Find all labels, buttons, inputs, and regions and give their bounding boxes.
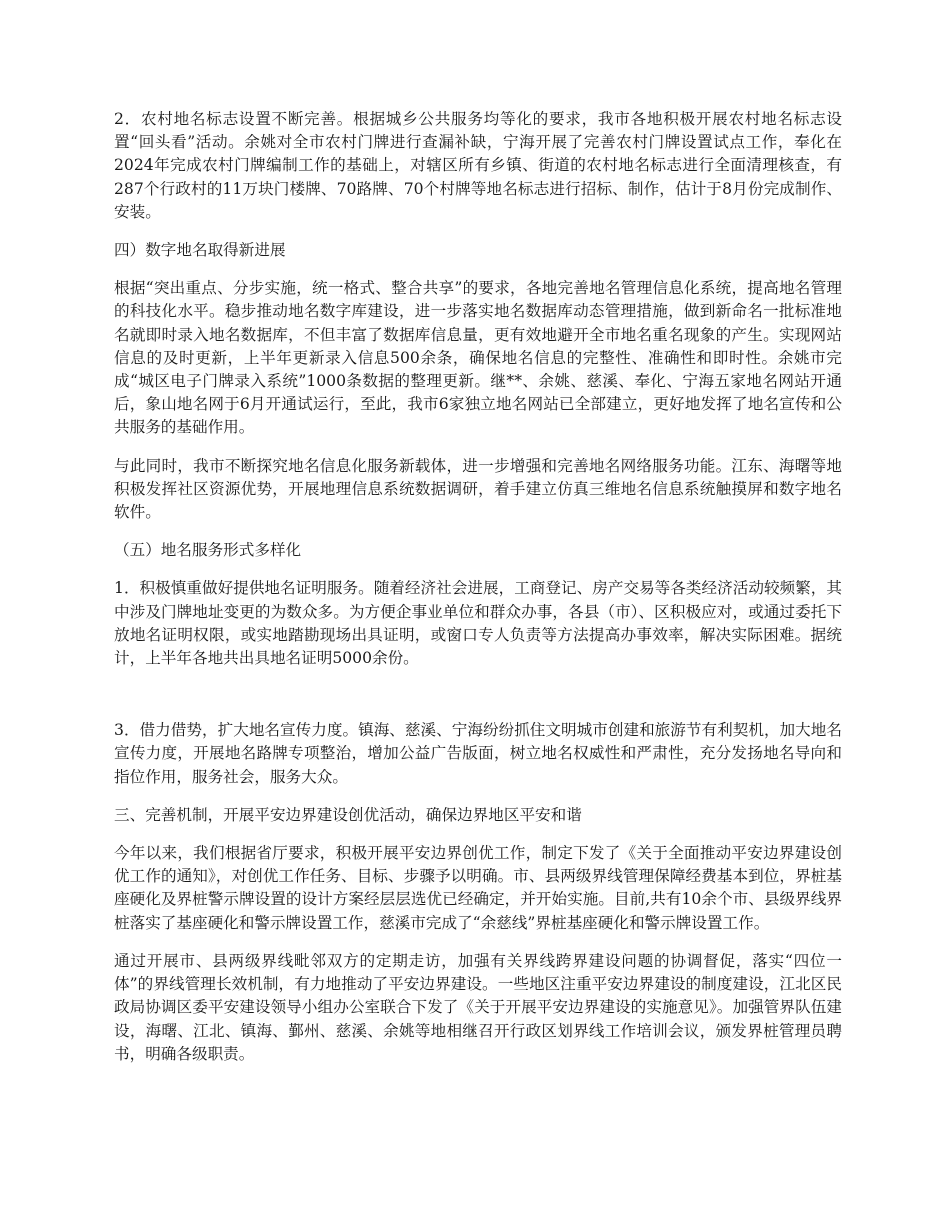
paragraph-rural-place-name-signs: 2．农村地名标志设置不断完善。根据城乡公共服务均等化的要求，我市各地积极开展农村地名标志设置“回头看”活动。余姚对全市农村门牌进行查漏补缺，宁海开展了完善农村门牌设置试点工作，奉化在2024年完成农村门牌编制工作的基础上，对辖区所有乡镇、街道的农村地名标志进行全面清理核查，有287个行政村的11万块门楼牌、70路牌、70个村牌等地名标志进行招标、制作，估计于8月份完成制作、安装。 [114, 110, 842, 221]
section-heading-service-forms: （五）地名服务形式多样化 [114, 541, 302, 560]
paragraph-informatization-services: 与此同时，我市不断探究地名信息化服务新载体，进一步增强和完善地名网络服务功能。江东、海曙等地积极发挥社区资源优势，开展地理信息系统数据调研，着手建立仿真三维地名信息系统触摸屏和数字地名软件。 [114, 456, 842, 522]
paragraph-publicity: 3．借力借势，扩大地名宣传力度。镇海、慈溪、宁海纷纷抓住文明城市创建和旅游节有利契机，加大地名宣传力度，开展地名路牌专项整治，增加公益广告版面，树立地名权威性和严肃性，充分发扬地名导向和指位作用，服务社会，服务大众。 [114, 721, 842, 786]
blank-spacer [114, 685, 842, 719]
document-body [114, 108, 842, 1081]
section-heading-digital-place-names: 四）数字地名取得新进展 [114, 241, 286, 260]
paragraph-place-name-certificates: 1．积极慎重做好提供地名证明服务。随着经济社会进展，工商登记、房产交易等各类经济活动较频繁，其中涉及门牌地址变更的为数众多。为方便企事业单位和群众办事，各县（市）、区积极应对，或通过委托下放地名证明权限，或实地踏勘现场出具证明，或窗口专人负责等方法提高办事效率，解决实际困难。据统计，上半年各地共出具地名证明5000余份。 [114, 579, 842, 668]
paragraph-safe-border-creation: 今年以来，我们根据省厅要求，积极开展平安边界创优工作，制定下发了《关于全面推动平安边界建设创优工作的通知》，对创优工作任务、目标、步骤予以明确。市、县两级界线管理保障经费基本到位，界桩基座硬化及界桩警示牌设置的设计方案经层层选优已经确定，并开始实施。目前,共有10余个市、县级界线界桩落实了基座硬化和警示牌设置工作，慈溪市完成了“余慈线”界桩基座硬化和警示牌设置工作。 [114, 844, 842, 932]
paragraph-digital-place-names: 根据“突出重点、分步实施，统一格式、整合共享”的要求，各地完善地名管理信息化系统，提高地名管理的科技化水平。稳步推动地名数字库建设，进一步落实地名数据库动态管理措施，做到新命名一批标准地名就即时录入地名数据库，不但丰富了数据库信息量，更有效地避开全市地名重名现象的产生。实现网站信息的及时更新，上半年更新录入信息500余条，确保地名信息的完整性、准确性和即时性。余姚市完成“城区电子门牌录入系统”1000条数据的整理更新。继**、余姚、慈溪、奉化、宁海五家地名网站开通后，象山地名网于6月开通试运行，至此，我市6家独立地名网站已全部建立，更好地发挥了地名宣传和公共服务的基础作用。 [114, 279, 842, 437]
section-heading-safe-borders: 三、完善机制，开展平安边界建设创优活动，确保边界地区平安和谐 [114, 805, 582, 824]
paragraph-border-management-mechanism: 通过开展市、县两级界线毗邻双方的定期走访，加强有关界线跨界建设问题的协调督促，落实“四位一体”的界线管理长效机制，有力地推动了平安边界建设。一些地区注重平安边界建设的制度建设，江北区民政局协调区委平安建设领导小组办公室联合下发了《关于开展平安边界建设的实施意见》。加强管界队伍建设，海曙、江北、镇海、鄞州、慈溪、余姚等地相继召开行政区划界线工作培训会议，颁发界桩管理员聘书，明确各级职责。 [114, 951, 842, 1063]
